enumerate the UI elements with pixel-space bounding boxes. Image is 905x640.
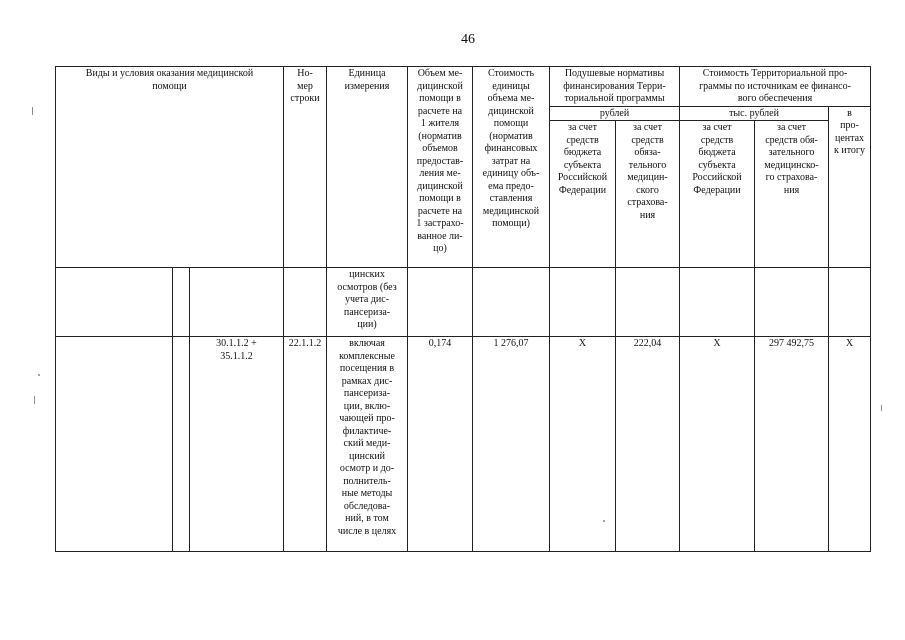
header-percent-of-total: в про- центах к итогу [829,106,871,268]
header-per-capita-group: Подушевые нормативы финансирования Терри- ториальной программы [550,67,680,107]
cell-empty [56,337,173,552]
cell-volume: 0,174 [408,337,473,552]
header-territorial-budget: за счет средств бюджета субъекта Российской Федерации [680,121,755,268]
cell-territorial-oms: 297 492,75 [755,337,829,552]
cell-empty [408,268,473,337]
cell-empty [616,268,680,337]
medical-care-table [55,66,871,552]
scan-speck [881,405,882,411]
header-unit-thousand-rubles: тыс. рублей [680,106,829,121]
cell-empty [829,268,871,337]
cell-empty [284,268,327,337]
cell-empty [56,268,173,337]
cell-unit: цинских осмотров (без учета дис- пансериза- ции) [327,268,408,337]
header-unit: Единица измерения [327,67,408,268]
scan-speck [38,374,40,376]
cell-empty [473,268,550,337]
cell-unit-cost: 1 276,07 [473,337,550,552]
scan-speck [603,520,605,522]
cell-territorial-budget: X [680,337,755,552]
header-unit-cost: Стоимость единицы объема ме- дицинской помощи (норматив финансовых затрат на единицу объ- ема предо- ставления медицинской помощи) [473,67,550,268]
page-number: 46 [461,32,475,47]
header-row-number: Но- мер строки [284,67,327,268]
cell-per-capita-budget: X [550,337,616,552]
cell-unit: включая комплексные посещения в рамках дис- пансериза- ции, вклю- чающей про- филактиче- ский меди- цинский осмотр и до- полнитель- ные методы обследова- ний, в том числе в целях [327,337,408,552]
cell-row-number: 22.1.1.2 [284,337,327,552]
cell-empty [755,268,829,337]
header-per-capita-oms: за счет средств обяза- тельного медицин- ского страхова- ния [616,121,680,268]
cell-empty [173,337,190,552]
cell-empty [550,268,616,337]
cell-per-capita-oms: 222,04 [616,337,680,552]
header-per-capita-budget: за счет средств бюджета субъекта Российской Федерации [550,121,616,268]
cell-empty [190,268,284,337]
table-row [56,268,871,337]
scan-speck [34,396,35,404]
cell-code: 30.1.1.2 + 35.1.1.2 [190,337,284,552]
table-row [56,337,871,552]
cell-percent-of-total: X [829,337,871,552]
header-unit-rubles: рублей [550,106,680,121]
header-types-of-care: Виды и условия оказания медицинской помощи [56,67,284,268]
cell-empty [173,268,190,337]
header-territorial-oms: за счет средств обя- зательного медицинско- го страхова- ния [755,121,829,268]
cell-empty [680,268,755,337]
header-volume: Объем ме- дицинской помощи в расчете на 1 жителя (норматив объемов предостав- ления ме- дицинской помощи в расчете на 1 застрахо- ванное ли- цо) [408,67,473,268]
header-territorial-cost-group: Стоимость Территориальной про- граммы по источникам ее финансо- вого обеспечения [680,67,871,107]
scan-speck [32,107,33,115]
